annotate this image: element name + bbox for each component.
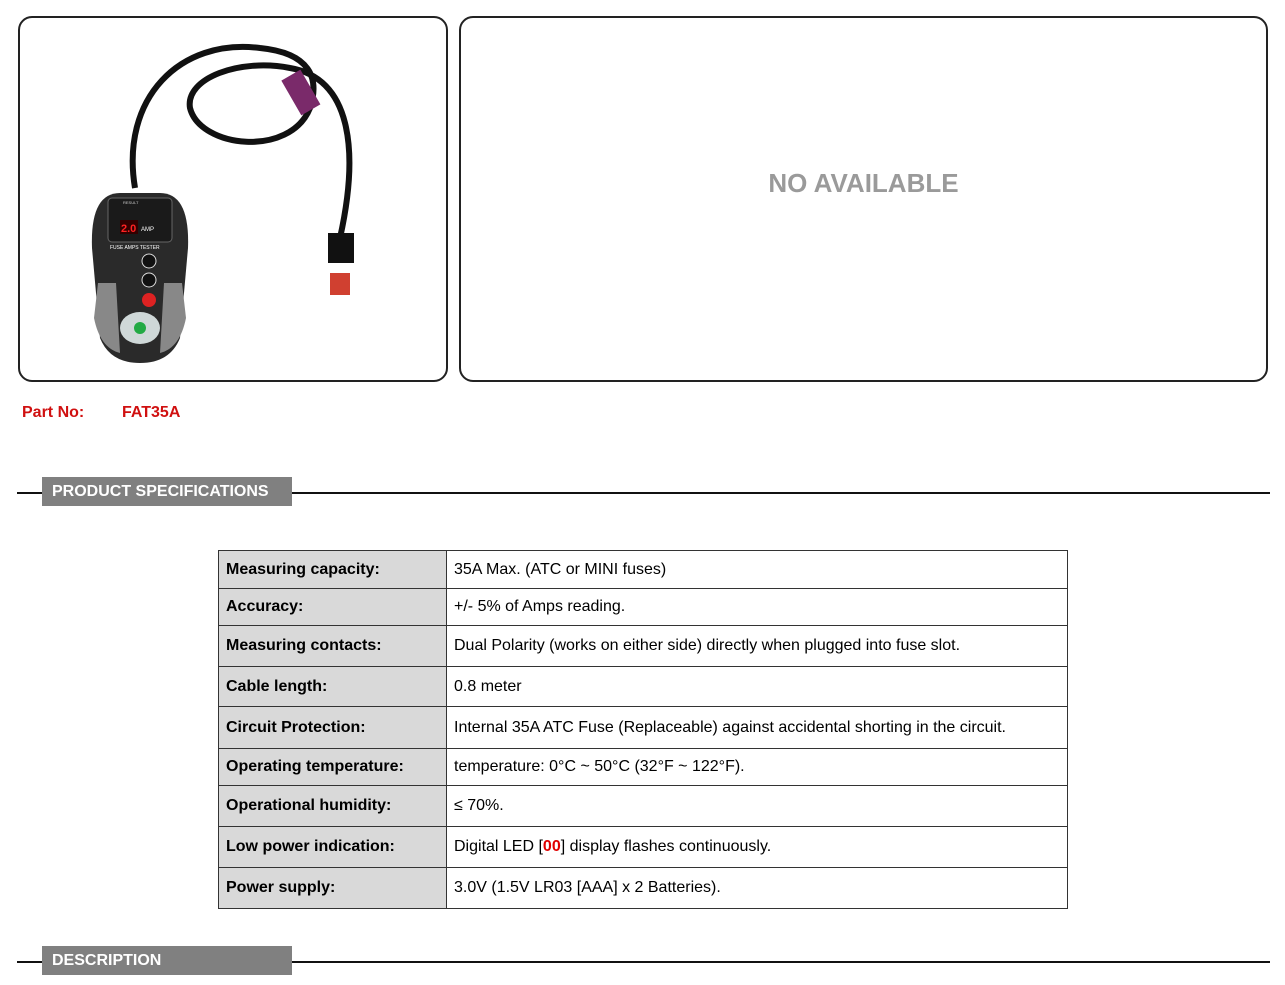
svg-text:RESULT: RESULT	[123, 200, 139, 205]
table-row: Operating temperature: temperature: 0°C ~ 50°C (32°F ~ 122°F).	[219, 749, 1068, 786]
table-row: Operational humidity: ≤ 70%.	[219, 786, 1068, 827]
section-header-specs	[17, 477, 1270, 507]
highlight-code: 00	[542, 838, 561, 855]
table-row: Low power indication: Digital LED [00] display flashes continuously.	[219, 827, 1068, 868]
table-row: Cable length: 0.8 meter	[219, 667, 1068, 707]
product-image	[20, 18, 446, 380]
section-header-description	[17, 946, 1270, 976]
display-reading: 2.0	[121, 223, 137, 235]
svg-text:AMP: AMP	[141, 227, 155, 233]
section-title: PRODUCT SPECIFICATIONS	[42, 477, 292, 506]
no-image-placeholder	[459, 16, 1268, 382]
section-title: DESCRIPTION	[42, 946, 292, 975]
table-row: Accuracy: +/- 5% of Amps reading.	[219, 589, 1068, 626]
product-image-frame	[18, 16, 448, 382]
svg-text:FUSE AMPS TESTER: FUSE AMPS TESTER	[110, 245, 160, 251]
table-row: Measuring contacts: Dual Polarity (works on either side) directly when plugged into fuse slot.	[219, 626, 1068, 667]
table-row: Power supply: 3.0V (1.5V LR03 [AAA] x 2 Batteries).	[219, 868, 1068, 909]
no-image-text: NO AVAILABLE	[768, 167, 959, 198]
table-row: Measuring capacity: 35A Max. (ATC or MINI fuses)	[219, 551, 1068, 589]
table-row: Circuit Protection: Internal 35A ATC Fuse (Replaceable) against accidental shorting in the circuit.	[219, 707, 1068, 749]
part-no-label: Part No:	[22, 404, 85, 421]
part-no-value: FAT35A	[122, 404, 181, 421]
specifications-table	[218, 550, 1068, 909]
